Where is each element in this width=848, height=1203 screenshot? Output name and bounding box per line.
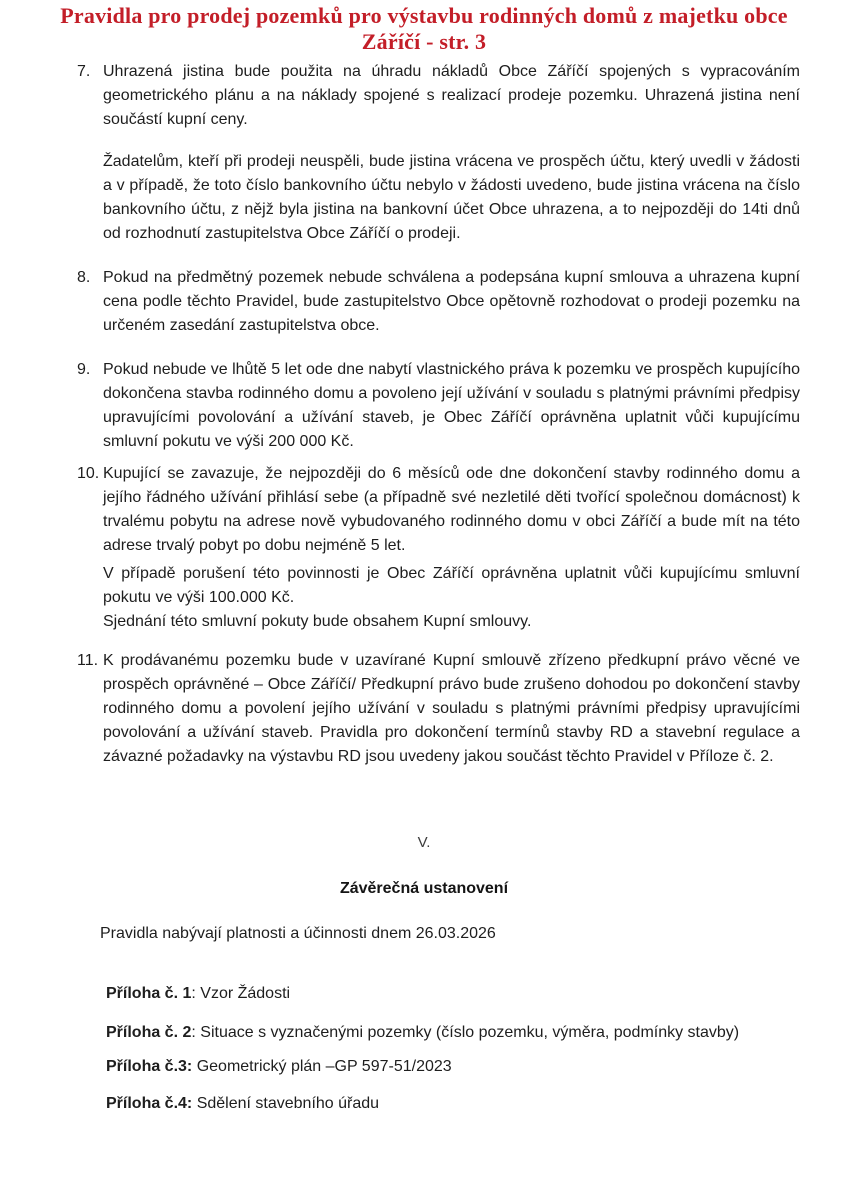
- list-item-7: [77, 60, 800, 132]
- list-item-11: [77, 649, 800, 769]
- item-9-paragraph-1: Pokud nebude ve lhůtě 5 let ode dne nabytí vlastnického práva k pozemku ve prospěch kupujícího dokončena stavba rodinného domu a povoleno její užívání v souladu s platnými právními předpisy upravujícími povolování a užívání staveb, je Obec Záříčí oprávněna uplatnit vůči kupujícímu smluvní pokutu ve výši 200 000 Kč.: [103, 361, 800, 450]
- attachment-4-label: Příloha č.4:: [106, 1095, 193, 1112]
- section-heading: Závěrečná ustanovení: [339, 880, 509, 897]
- item-11-paragraph-1: K prodávanému pozemku bude v uzavírané Kupní smlouvě zřízeno předkupní právo věcné ve prospěch oprávněné – Obce Záříčí/ Předkupní právo bude zrušeno dohodou po dokončení stavby rodinného domu a povolení jejího užívání v souladu s platnými právními předpisy upravujícími povolování a užívání staveb. Pravidla pro dokončení termínů stavby RD a stavební regulace a závazné požadavky na výstavbu RD jsou uvedeny jakou součást těchto Pravidel v Příloze č. 2.: [103, 652, 800, 765]
- attachment-4-text: Sdělení stavebního úřadu: [192, 1095, 380, 1112]
- attachment-3-label: Příloha č.3:: [106, 1058, 193, 1075]
- item-7-paragraph-2: Žadatelům, kteří při prodeji neuspěli, bude jistina vrácena ve prospěch účtu, který uvedli v žádosti a v případě, že toto číslo bankovního účtu nebylo v žádosti uvedeno, bude jistina vrácena na číslo bankovního účtu, z nějž byla jistina na bankovní účet Obce uhrazena, a to nejpozději do 14ti dnů od rozhodnutí zastupitelstva Obce Záříčí o prodeji.: [103, 153, 800, 242]
- document-title-line1: Pravidla pro prodej pozemků pro výstavbu rodinných domů z majetku obce: [60, 3, 788, 28]
- attachment-item-2: [94, 1021, 800, 1045]
- item-8-paragraph-1: Pokud na předmětný pozemek nebude schválena a podepsána kupní smlouva a uhrazena kupní cena podle těchto Pravidel, bude zastupitelstvo Obce opětovně rozhodovat o prodeji pozemku na určeném zasedání zastupitelstva obce.: [103, 269, 800, 334]
- list-item-7-continuation: [103, 150, 800, 246]
- item-7-paragraph-1: Uhrazená jistina bude použita na úhradu nákladů Obce Záříčí spojených s vypracováním geometrického plánu a na náklady spojené s realizací prodeje pozemku. Uhrazená jistina není součástí kupní ceny.: [103, 63, 800, 128]
- effective-date-line: Pravidla nabývají platnosti a účinnosti dnem 26.03.2026: [100, 925, 496, 942]
- document-page: [0, 3, 848, 1203]
- attachment-item-1: [94, 982, 800, 1006]
- item-10-paragraph-1: Kupující se zavazuje, že nejpozději do 6 měsíců ode dne dokončení stavby rodinného domu a jejího řádného užívání přihlásí sebe (a případně své nezletilé děti tvořící společnou domácnost) k trvalému pobytu na adrese nově vybudovaného rodinného domu v obci Záříčí a bude mít na této adrese trvalý pobyt po dobu nejméně 5 let.: [103, 465, 800, 554]
- item-10-number: 10.: [77, 465, 100, 482]
- list-item-10-continuation-1: [103, 562, 800, 610]
- attachment-3-text: Geometrický plán –GP 597-51/2023: [192, 1058, 452, 1075]
- item-8-number: 8.: [77, 269, 91, 286]
- attachment-item-4: [94, 1092, 800, 1116]
- item-11-number: 11.: [77, 652, 99, 669]
- document-title: [18, 3, 830, 55]
- list-item-10-continuation-2: [103, 610, 800, 634]
- list-item-8: [77, 266, 800, 338]
- item-10-paragraph-3: Sjednání této smluvní pokuty bude obsahem Kupní smlouvy.: [103, 613, 532, 630]
- item-10-paragraph-2: V případě porušení této povinnosti je Obec Záříčí oprávněna uplatnit vůči kupujícímu smluvní pokutu ve výši 100.000 Kč.: [103, 565, 800, 606]
- attachment-1-text: : Vzor Žádosti: [191, 985, 291, 1002]
- item-7-number: 7.: [77, 63, 91, 80]
- attachment-1-label: Příloha č. 1: [106, 985, 192, 1002]
- attachment-item-3: [94, 1055, 800, 1079]
- document-title-line2: Záříčí - str. 3: [361, 29, 487, 54]
- item-9-number: 9.: [77, 361, 91, 378]
- list-item-10: [77, 462, 800, 558]
- section-numeral: V.: [417, 834, 431, 851]
- attachment-2-text: : Situace s vyznačenými pozemky (číslo pozemku, výměra, podmínky stavby): [191, 1024, 740, 1041]
- attachment-2-label: Příloha č. 2: [106, 1024, 192, 1041]
- list-item-9: [77, 358, 800, 454]
